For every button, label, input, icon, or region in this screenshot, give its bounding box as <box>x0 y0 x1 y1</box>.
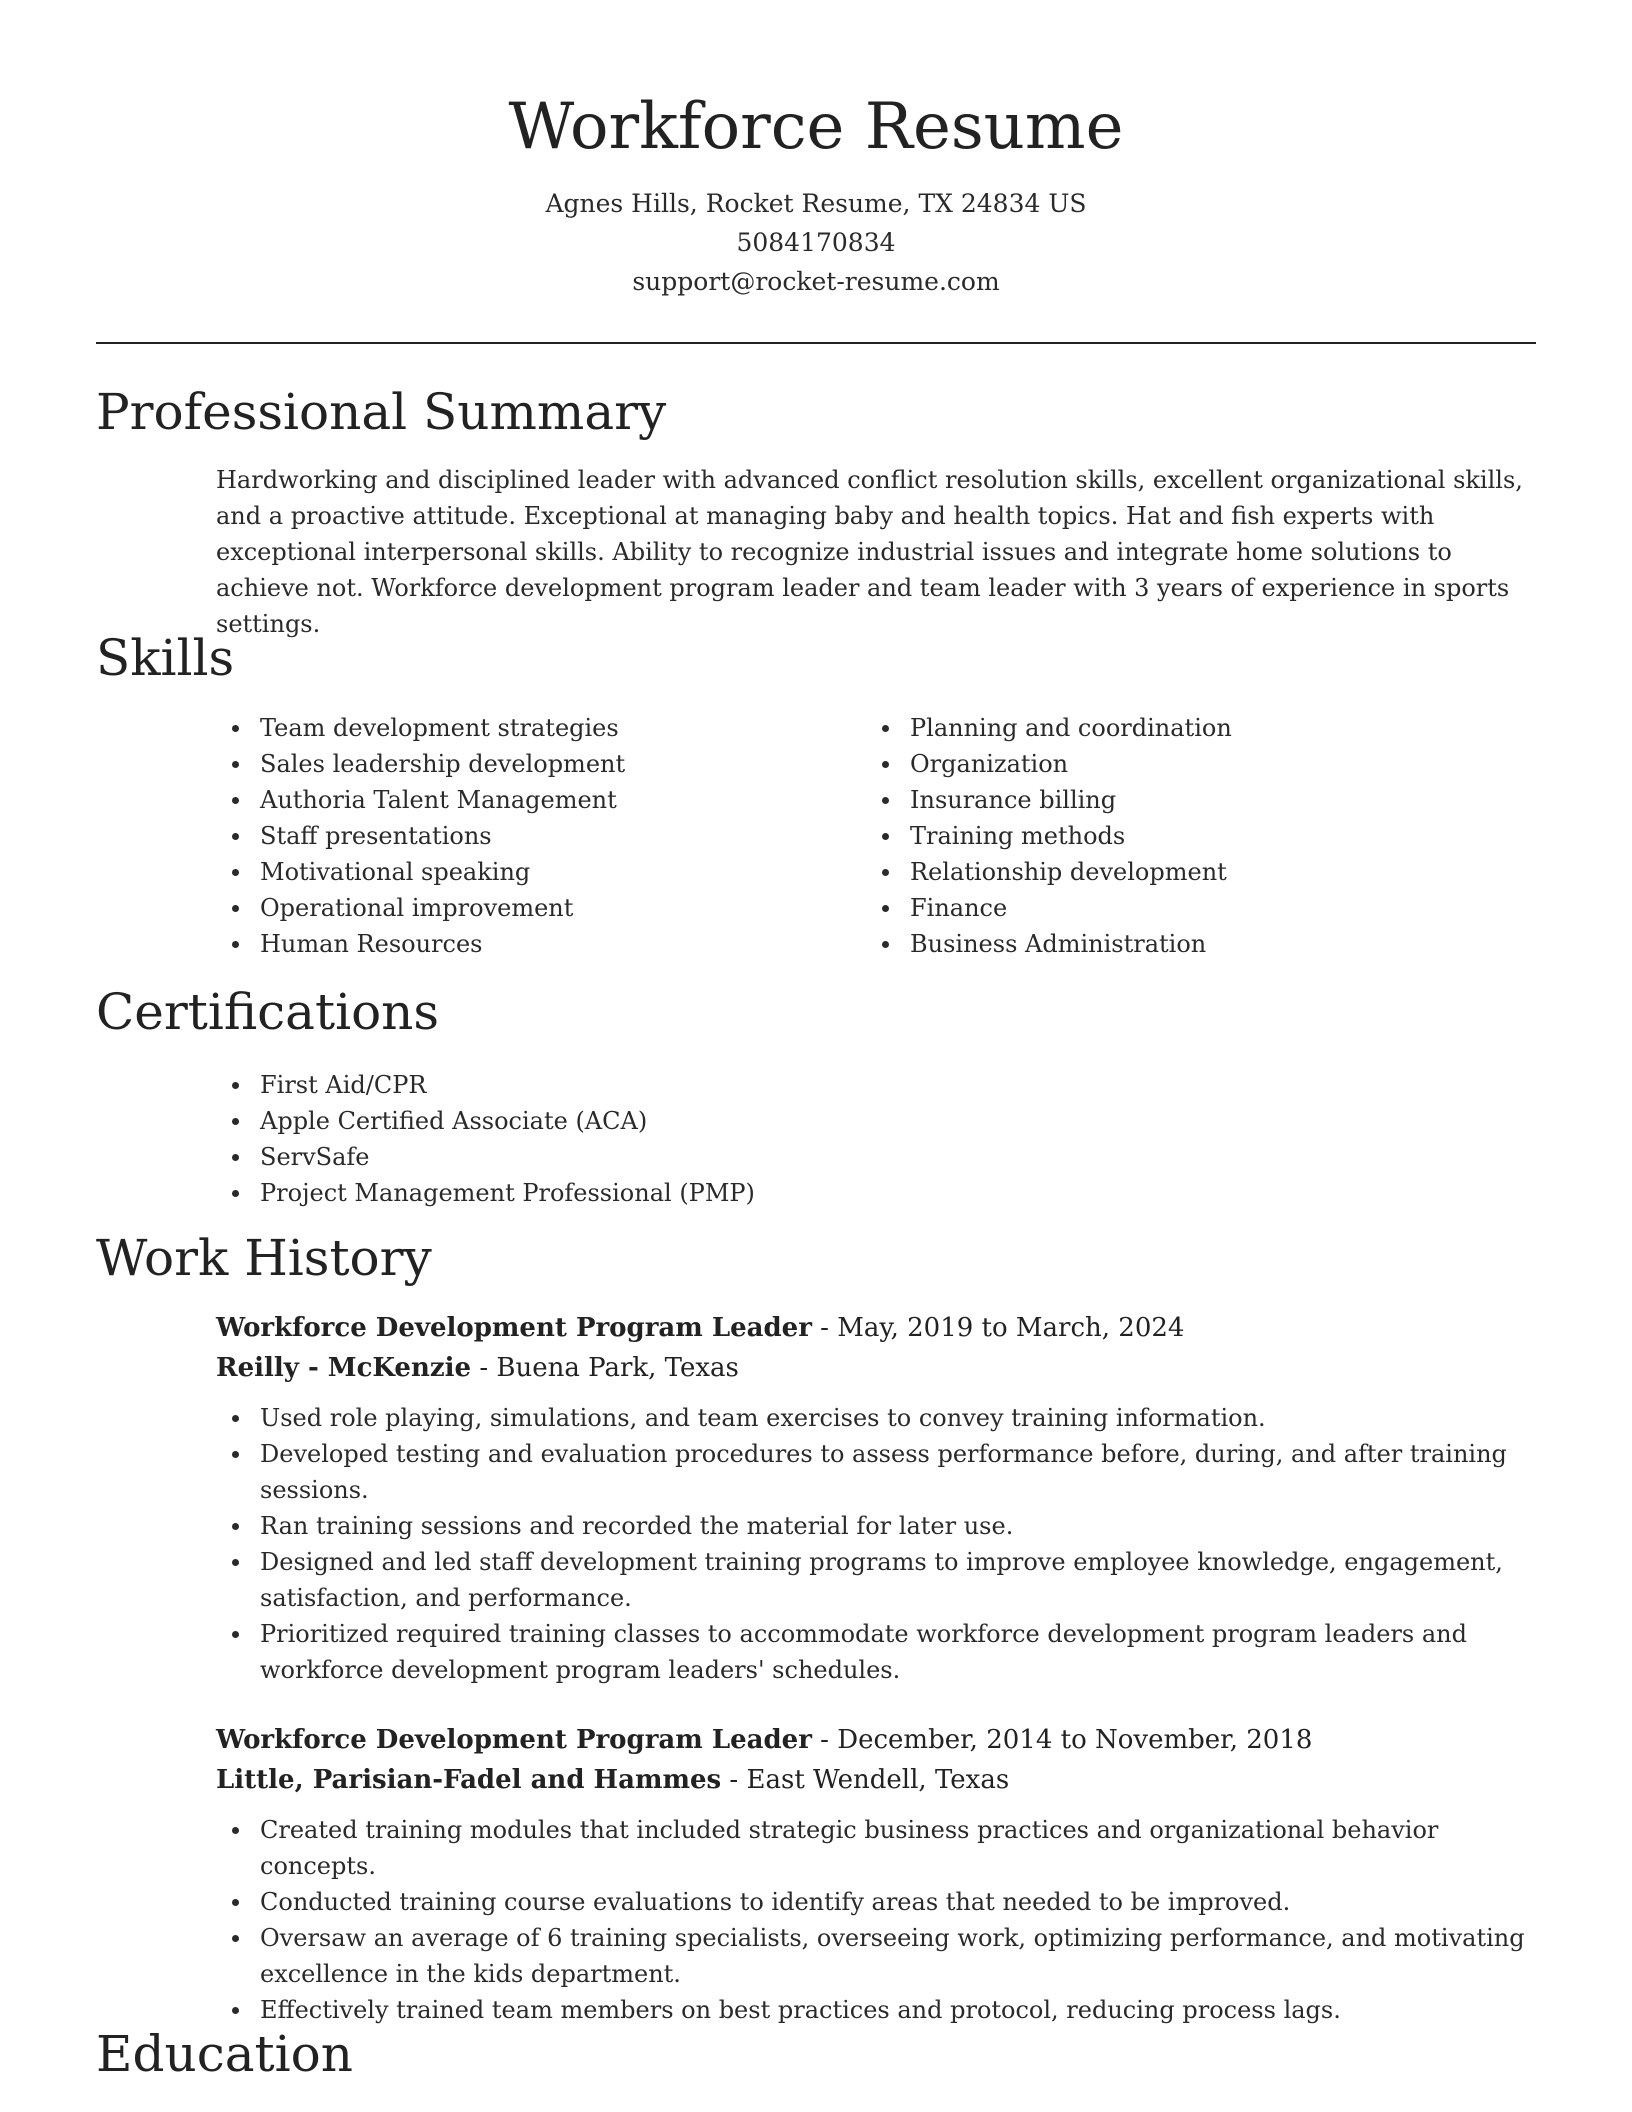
job-bullet: Created training modules that included strategic business practices and organizational behavior concepts. <box>216 1812 1541 1884</box>
job-entry <box>216 1308 1541 1688</box>
job-bullet: Designed and led staff development training programs to improve employee knowledge, engagement, satisfaction, and performance. <box>216 1544 1541 1616</box>
job-bullets <box>216 1400 1541 1688</box>
job-separator: - <box>811 1313 838 1343</box>
job-company: Little, Parisian-Fadel and Hammes <box>216 1765 722 1795</box>
contact-address: Agnes Hills, Rocket Resume, TX 24834 US <box>545 189 1087 218</box>
job-dates: May, 2019 to March, 2024 <box>837 1313 1185 1343</box>
skills-list-left <box>216 710 856 962</box>
job-bullets <box>216 1812 1541 2028</box>
job-bullet: Developed testing and evaluation procedures to assess performance before, during, and after training sessions. <box>216 1436 1541 1508</box>
education-heading: Education <box>96 2025 353 2083</box>
certification-item: Project Management Professional (PMP) <box>216 1175 1516 1211</box>
job-dates: December, 2014 to November, 2018 <box>837 1725 1313 1755</box>
skill-item: Authoria Talent Management <box>216 782 856 818</box>
job-bullet: Effectively trained team members on best practices and protocol, reducing process lags. <box>216 1992 1541 2028</box>
resume-header <box>0 0 1632 301</box>
skills-heading: Skills <box>96 629 235 687</box>
skill-item: Organization <box>866 746 1506 782</box>
skill-item: Human Resources <box>216 926 856 962</box>
job-separator: - <box>721 1765 747 1795</box>
job-company-line <box>216 1760 1541 1800</box>
certification-item: Apple Certified Associate (ACA) <box>216 1103 1516 1139</box>
certification-item: ServSafe <box>216 1139 1516 1175</box>
job-location: Buena Park, Texas <box>496 1353 739 1383</box>
header-divider <box>96 342 1536 344</box>
skill-item: Finance <box>866 890 1506 926</box>
certifications-list <box>216 1067 1516 1211</box>
job-title: Workforce Development Program Leader <box>216 1725 812 1755</box>
contact-email: support@rocket-resume.com <box>632 267 1000 296</box>
skill-item: Relationship development <box>866 854 1506 890</box>
job-company: Reilly - McKenzie <box>216 1353 472 1383</box>
job-location: East Wendell, Texas <box>746 1765 1010 1795</box>
skill-item: Staff presentations <box>216 818 856 854</box>
job-title-line <box>216 1720 1541 1760</box>
skill-item: Insurance billing <box>866 782 1506 818</box>
summary-heading: Professional Summary <box>96 383 667 441</box>
job-title-line <box>216 1308 1541 1348</box>
skill-item: Training methods <box>866 818 1506 854</box>
job-bullet: Ran training sessions and recorded the material for later use. <box>216 1508 1541 1544</box>
skill-item: Sales leadership development <box>216 746 856 782</box>
contact-block <box>0 184 1632 301</box>
job-bullet: Conducted training course evaluations to identify areas that needed to be improved. <box>216 1884 1541 1920</box>
certifications-heading: Certifications <box>96 983 440 1041</box>
job-separator: - <box>811 1725 838 1755</box>
work-history-heading: Work History <box>96 1229 432 1287</box>
job-bullet: Oversaw an average of 6 training specialists, overseeing work, optimizing performance, and motivating excellence in the kids department. <box>216 1920 1541 1992</box>
job-separator: - <box>471 1353 497 1383</box>
job-bullet: Used role playing, simulations, and team exercises to convey training information. <box>216 1400 1541 1436</box>
skill-item: Planning and coordination <box>866 710 1506 746</box>
summary-text: Hardworking and disciplined leader with advanced conflict resolution skills, excellent organizational skills, and a proactive attitude. Exceptional at managing baby and health topics. Hat and fish experts with exceptional interpersonal skills. Ability to recognize industrial issues and integrate home solutions to achieve not. Workforce development program leader and team leader with 3 years of experience in sports settings. <box>216 466 1523 638</box>
skill-item: Motivational speaking <box>216 854 856 890</box>
job-bullet: Prioritized required training classes to accommodate workforce development program leaders and workforce development program leaders' schedules. <box>216 1616 1541 1688</box>
skill-item: Team development strategies <box>216 710 856 746</box>
resume-title: Workforce Resume <box>508 90 1124 164</box>
contact-phone: 5084170834 <box>736 228 896 257</box>
skill-item: Business Administration <box>866 926 1506 962</box>
job-company-line <box>216 1348 1541 1388</box>
skills-list-right <box>866 710 1506 962</box>
certification-item: First Aid/CPR <box>216 1067 1516 1103</box>
job-entry <box>216 1720 1541 2028</box>
job-title: Workforce Development Program Leader <box>216 1313 812 1343</box>
skill-item: Operational improvement <box>216 890 856 926</box>
